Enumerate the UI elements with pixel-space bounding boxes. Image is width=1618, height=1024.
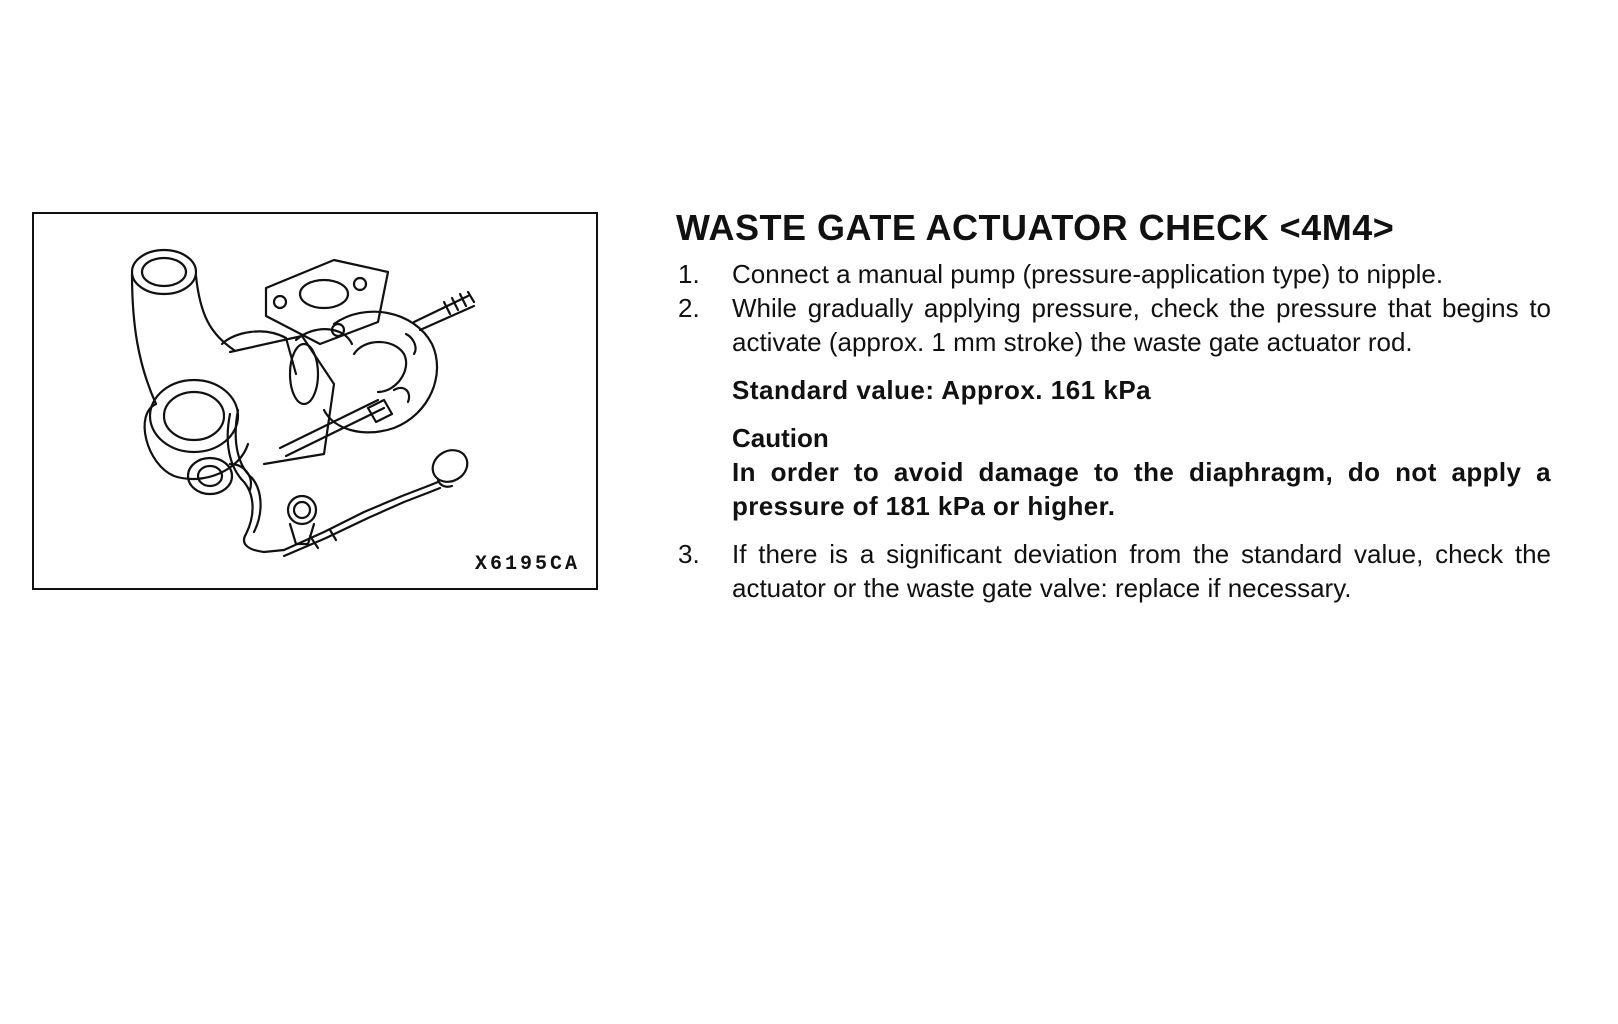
caution-title: Caution	[732, 423, 829, 453]
step-2	[676, 291, 1551, 359]
figure-panel	[32, 212, 598, 590]
standard-value: Standard value: Approx. 161 kPa	[732, 375, 1152, 405]
step-1	[676, 257, 1551, 291]
step-number: 3.	[678, 539, 700, 569]
caution-text: In order to avoid damage to the diaphragm, do not apply a pressure of 181 kPa or higher.	[732, 457, 1551, 521]
procedure-section	[676, 205, 1551, 605]
turbocharger-illustration-icon	[34, 214, 596, 588]
step-number: 2.	[678, 293, 700, 323]
figure-code: X6195CA	[474, 553, 580, 576]
step-3	[676, 537, 1551, 605]
step-text: Connect a manual pump (pressure-application type) to nipple.	[732, 259, 1444, 289]
step-number: 1.	[678, 259, 700, 289]
step-text: While gradually applying pressure, check the pressure that begins to activate (approx. 1 mm stroke) the waste gate actuator rod.	[732, 293, 1551, 357]
step-text: If there is a significant deviation from the standard value, check the actuator or the waste gate valve: replace if necessary.	[732, 539, 1551, 603]
section-title: WASTE GATE ACTUATOR CHECK <4M4>	[676, 207, 1395, 248]
